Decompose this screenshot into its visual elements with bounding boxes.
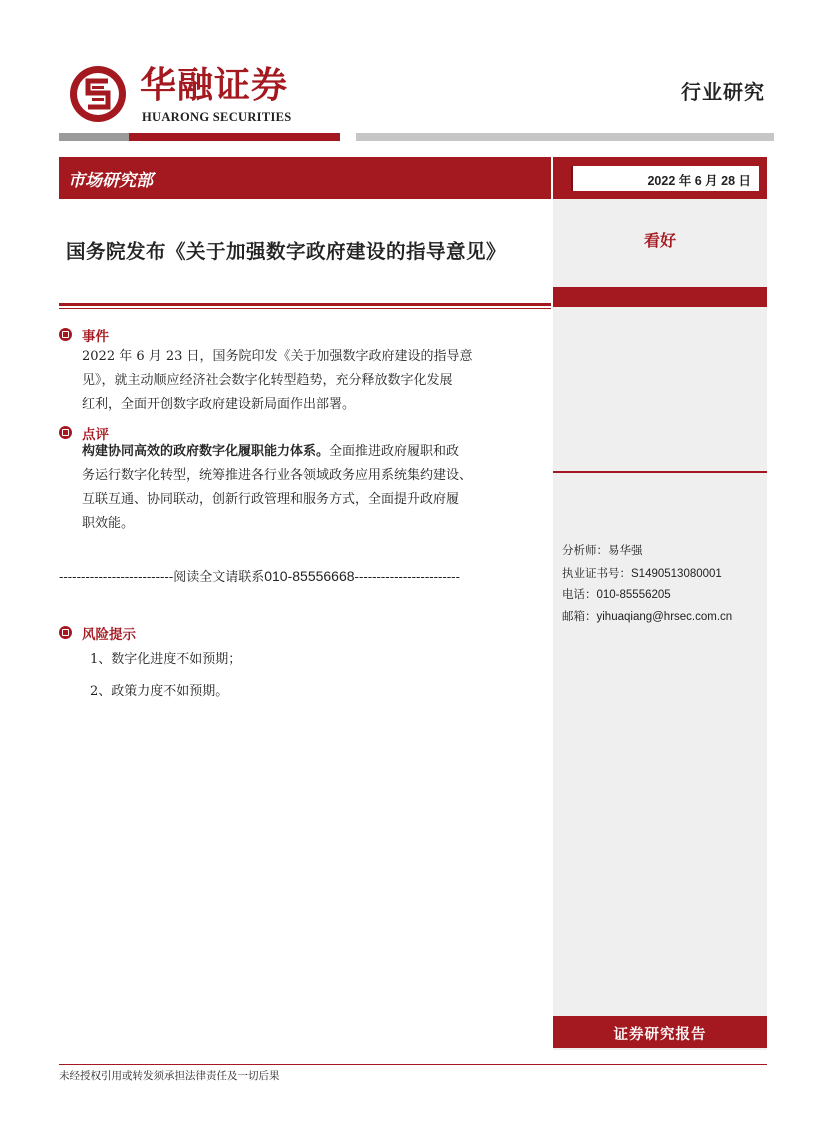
footer-disclaimer: 未经授权引用或转发须承担法律责任及一切后果 bbox=[59, 1070, 280, 1082]
risk-item: 1、数字化进度不如预期； bbox=[90, 652, 242, 667]
analyst-row bbox=[562, 542, 643, 558]
title-divider bbox=[59, 303, 551, 306]
report-title: 国务院发布《关于加强数字政府建设的指导意见》 bbox=[66, 240, 507, 263]
department-label: 市场研究部 bbox=[68, 171, 153, 191]
contact-number: 010-85556668 bbox=[264, 568, 355, 584]
event-line: 红利，全面开创数字政府建设新局面作出部署。 bbox=[82, 397, 356, 412]
cert-row bbox=[562, 565, 722, 581]
dashes-left: -------------------------- bbox=[59, 570, 174, 585]
report-type: 行业研究 bbox=[681, 80, 765, 104]
header-bar-grey-right bbox=[356, 133, 774, 141]
comment-line: 互联互通、协同联动，创新行政管理和服务方式，全面提升政府履 bbox=[82, 492, 460, 507]
email-label: 邮箱： bbox=[562, 609, 597, 623]
risk-item: 2、政策力度不如预期。 bbox=[90, 684, 229, 699]
sidebar-divider-bar bbox=[553, 287, 767, 307]
comment-line-rest: 全面推进政府履职和政 bbox=[329, 444, 460, 459]
contact-text: 阅读全文请联系 bbox=[173, 570, 265, 585]
phone-label: 电话： bbox=[562, 587, 597, 601]
report-date: 2022 年 6 月 28 日 bbox=[647, 174, 751, 188]
comment-lead: 构建协同高效的政府数字化履职能力体系。 bbox=[82, 444, 330, 459]
section-bullet-icon bbox=[59, 626, 72, 639]
analyst-name: 易华强 bbox=[608, 543, 643, 557]
section-bullet-icon bbox=[59, 328, 72, 341]
event-line: 见》，就主动顺应经济社会数字化转型趋势，充分释放数字化发展 bbox=[82, 373, 453, 388]
dashes-right: ------------------------ bbox=[354, 570, 460, 585]
report-category: 证券研究报告 bbox=[613, 1026, 707, 1043]
phone-value: 010-85556205 bbox=[596, 589, 671, 601]
section-title-risk: 风险提示 bbox=[82, 627, 136, 643]
comment-paragraph bbox=[82, 440, 540, 536]
cert-label: 执业证书号： bbox=[562, 566, 631, 580]
comment-line bbox=[82, 440, 540, 464]
event-line: 2022 年 6 月 23 日，国务院印发《关于加强数字政府建设的指导意 bbox=[82, 349, 473, 364]
header-bar-grey bbox=[59, 133, 129, 141]
title-divider-thin bbox=[59, 308, 551, 309]
brand-name-en: HUARONG SECURITIES bbox=[142, 110, 292, 124]
section-title-comment: 点评 bbox=[82, 427, 109, 443]
email-link[interactable]: yihuaqiang@hrsec.com.cn bbox=[596, 611, 733, 623]
contact-line bbox=[59, 566, 534, 585]
cert-value: S1490513080001 bbox=[631, 568, 722, 580]
phone-row bbox=[562, 586, 671, 602]
comment-line: 职效能。 bbox=[82, 516, 135, 531]
sidebar-divider-line bbox=[553, 471, 767, 473]
section-title-event: 事件 bbox=[82, 329, 109, 345]
brand-name-cn: 华融证券 bbox=[140, 65, 289, 106]
section-bullet-icon bbox=[59, 426, 72, 439]
analyst-label: 分析师： bbox=[562, 543, 608, 557]
header-bar-red bbox=[129, 133, 340, 141]
rating-label: 看好 bbox=[643, 231, 676, 250]
date-field bbox=[571, 166, 759, 191]
huarong-logo-icon bbox=[68, 64, 128, 124]
comment-line: 务运行数字化转型，统筹推进各行业各领域政务应用系统集约建设、 bbox=[82, 468, 473, 483]
footer-divider bbox=[59, 1064, 767, 1065]
email-row bbox=[562, 608, 732, 624]
event-paragraph bbox=[82, 345, 540, 417]
